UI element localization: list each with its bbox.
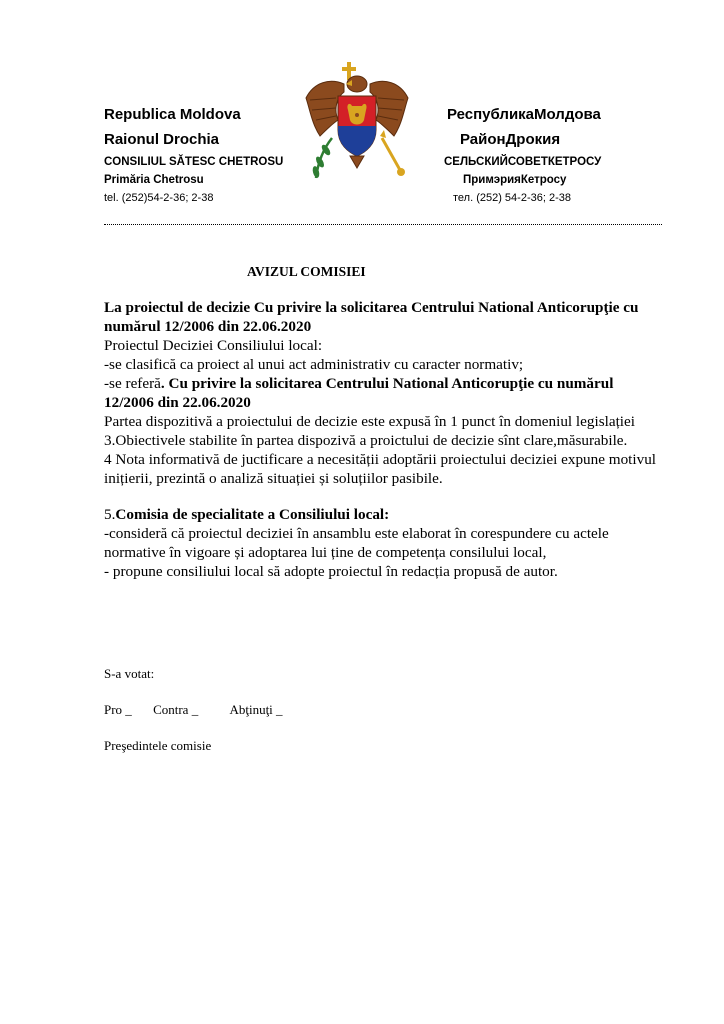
header-right-phone: тел. (252) 54-2-36; 2-38 — [453, 192, 571, 204]
vote-abstain: Abţinuţi _ — [229, 702, 283, 717]
header-left-mayoralty: Primăria Chetrosu — [104, 174, 204, 186]
considers-line: -consideră că proiectul deciziei în ansamblu este elaborat în corespundere cu actele normative în vigoare și adoptarea lui ține de competența consilului local, — [104, 525, 609, 561]
vote-contra: Contra _ — [153, 702, 199, 717]
proposes-line: - propune consiliului local să adopte proiectul în redacția propusă de autor. — [104, 563, 558, 580]
header-right-council: СЕЛЬСКИЙСОВЕТКЕТРОСУ — [444, 156, 602, 168]
header-left-phone: tel. (252)54-2-36; 2-38 — [104, 192, 214, 204]
header-right-district: РайонДрокия — [460, 131, 561, 148]
commission-heading: Comisia de specialitate a Consiliului local: — [115, 506, 390, 523]
classification-line: -se clasifică ca proiect al unui act administrativ cu caracter normativ; — [104, 356, 524, 373]
header-left-district: Raionul Drochia — [104, 131, 220, 148]
commission-heading-line — [104, 505, 664, 524]
refers-prefix: -se referă — [104, 375, 161, 392]
vote-pro: Pro _ — [104, 702, 132, 717]
project-intro: La proiectul de decizie Cu privire la solicitarea Centrului National Anticorupţie cu numărul 12/2006 din 22.06.2020 — [104, 299, 639, 335]
chair-signature: Preşedintele comisie — [104, 738, 212, 753]
header-left-council: CONSILIUL SĂTESC CHETROSU — [104, 156, 284, 168]
commission-number: 5. — [104, 506, 116, 523]
project-label: Proiectul Deciziei Consiliului local: — [104, 337, 323, 354]
header-right-mayoralty: ПримэрияКетросу — [463, 174, 567, 186]
moldova-coat-of-arms-icon — [296, 58, 418, 184]
header-separator — [104, 224, 662, 231]
refers-line — [104, 374, 664, 412]
objectives-line: 3.Obiectivele stabilite în partea dispozivă a proictului de decizie sînt clare,măsurabile. — [104, 432, 628, 449]
dispositive-line: Partea dispozitivă a proiectului de decizie este expusă în 1 punct în domeniul legislației — [104, 413, 635, 430]
header-left-country: Republica Moldova — [104, 106, 241, 123]
document-body — [104, 298, 664, 581]
document-title: AVIZUL COMISIEI — [247, 264, 366, 279]
voting-results — [104, 702, 283, 718]
refers-bold: . Cu privire la solicitarea Centrului National Anticorupţie cu numărul 12/2006 din 22.06.2020 — [104, 375, 614, 411]
voting-label: S-a votat: — [104, 666, 155, 681]
informative-note: 4 Nota informativă de juctificare a necesității adoptării proiectului deciziei expune motivul inițierii, prezintă o analiză situației și soluțiilor pasibile. — [104, 451, 657, 487]
header-right-country: РеспубликаМолдова — [447, 106, 601, 123]
